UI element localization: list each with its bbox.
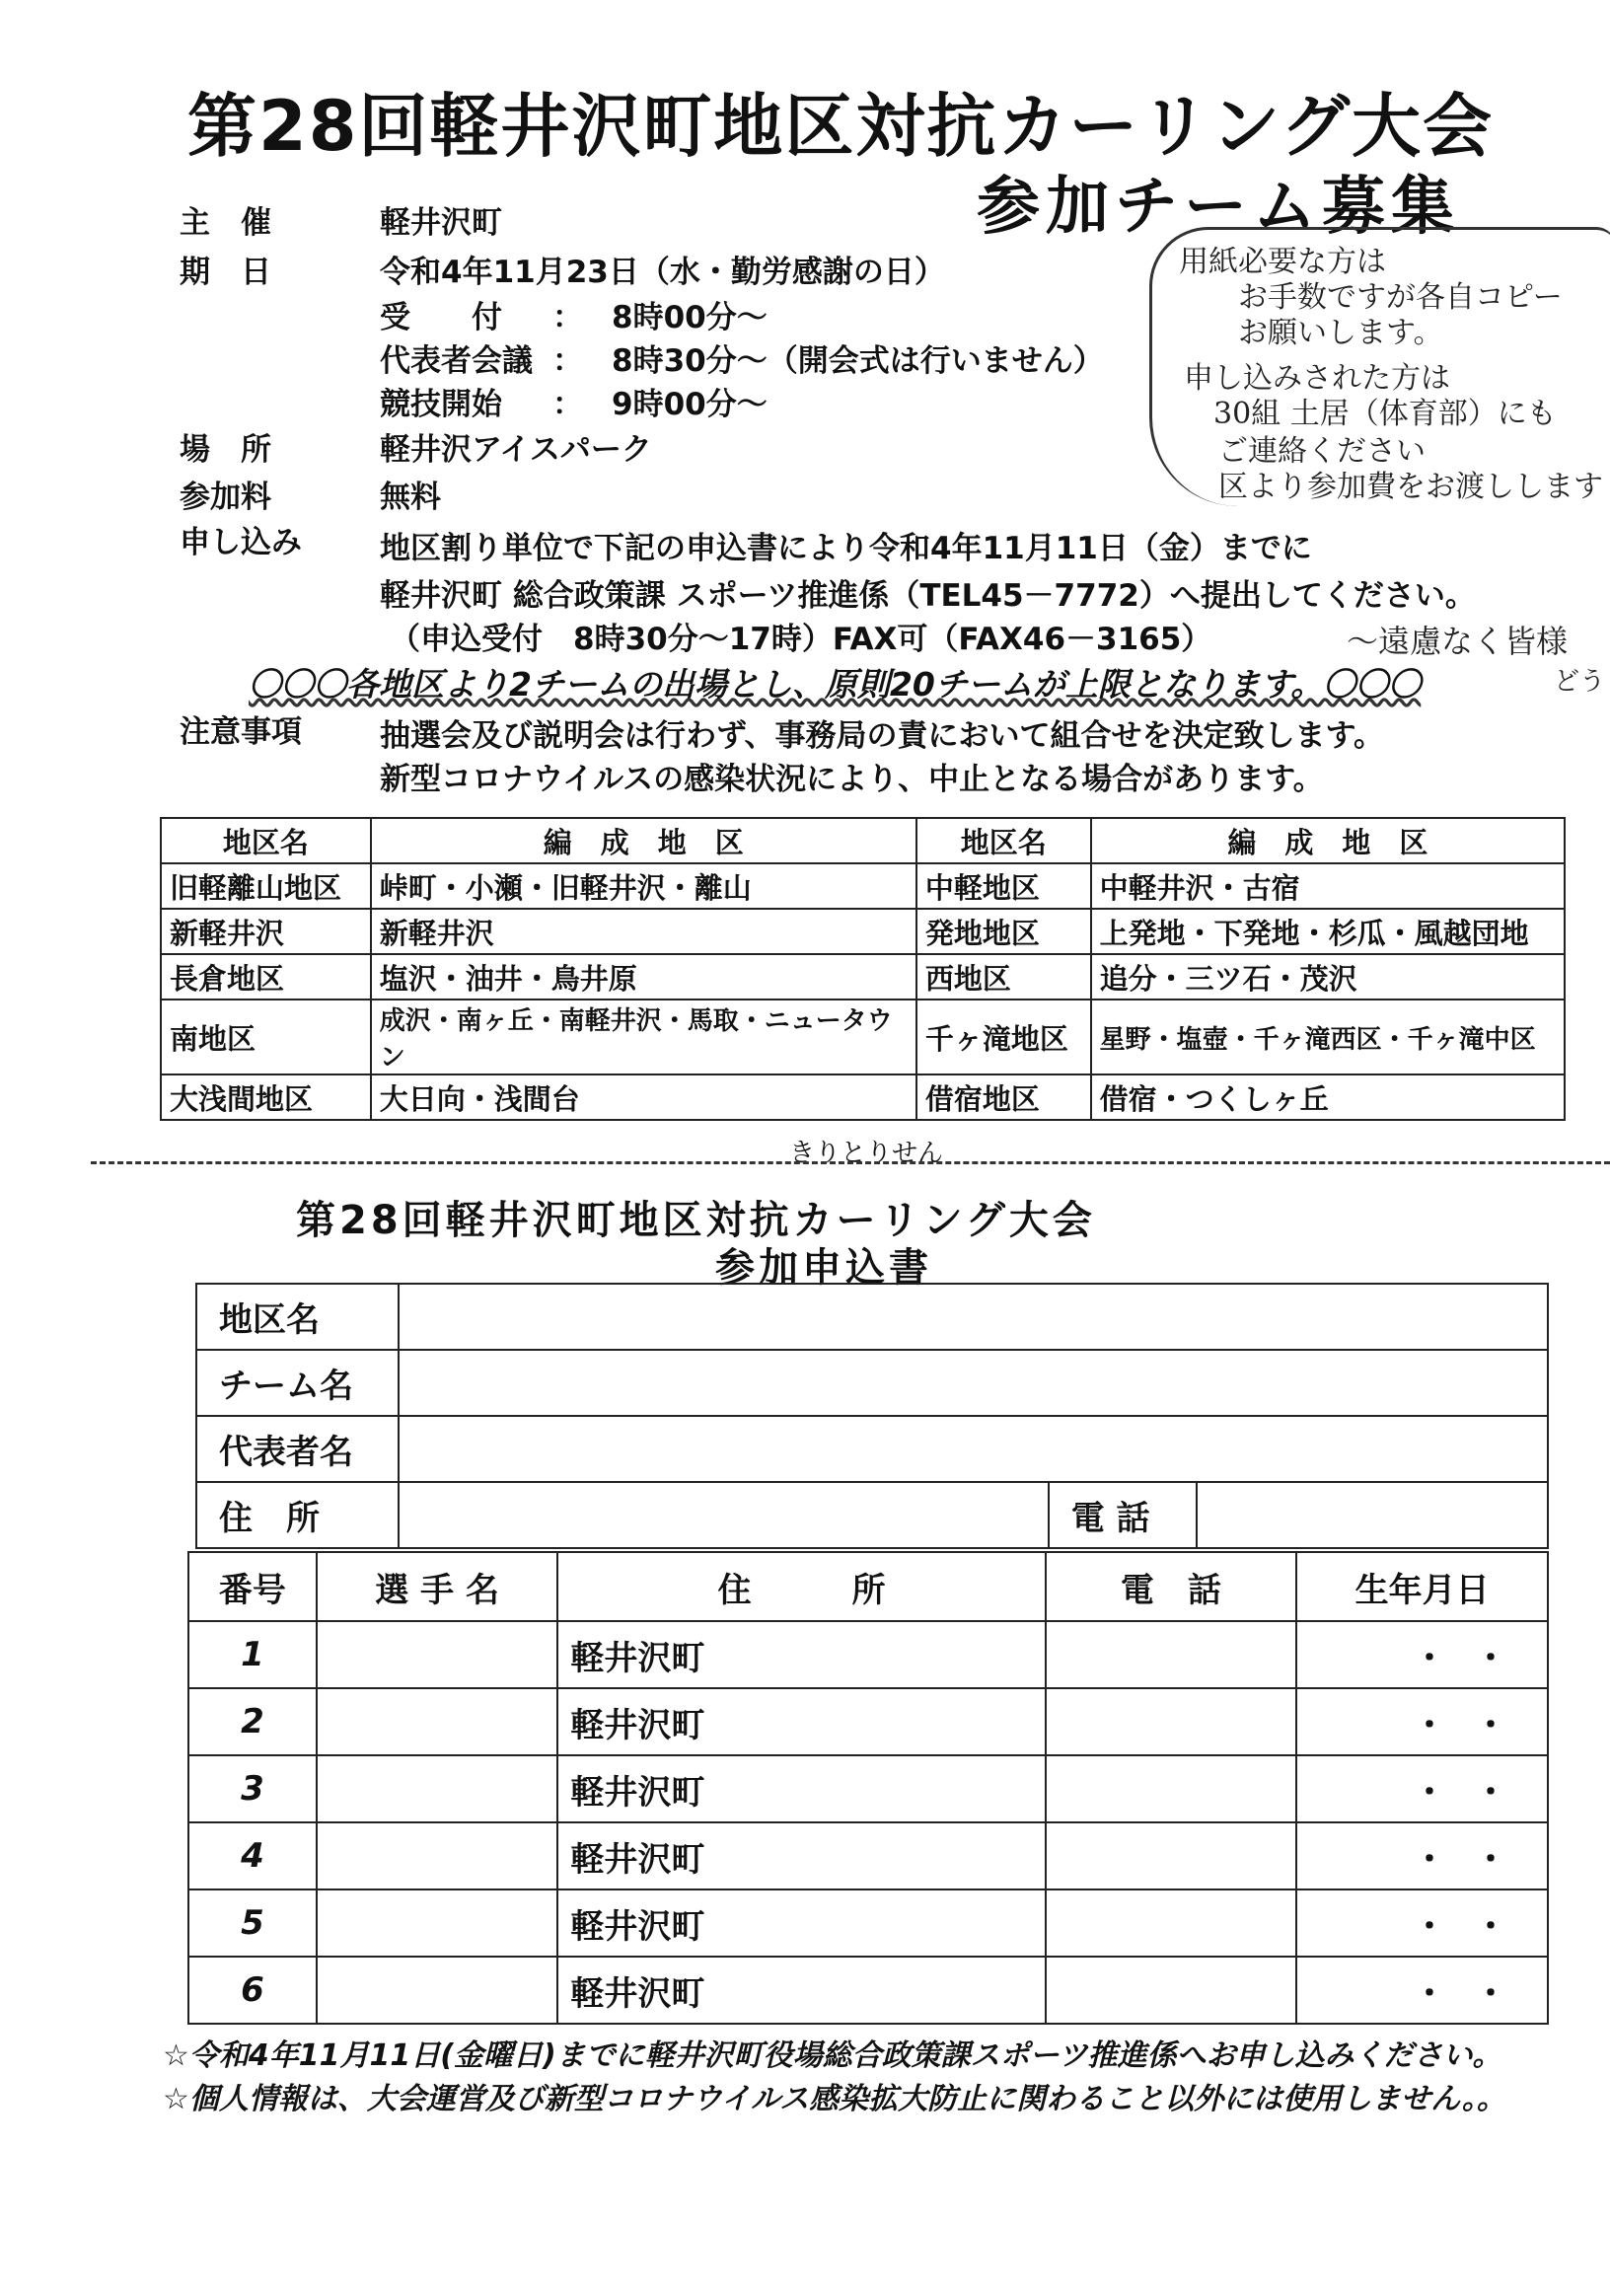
apply-label: 申し込み xyxy=(180,525,302,560)
handwritten-line: 用紙必要な方は xyxy=(1179,245,1386,279)
apply-line-3: （申込受付 8時30分～17時）FAX可（FAX46－3165） xyxy=(390,622,1212,657)
address-field[interactable] xyxy=(399,1482,1049,1548)
table-row xyxy=(188,1755,1548,1822)
district-name-field[interactable] xyxy=(399,1284,1548,1350)
place-label: 場 所 xyxy=(180,432,271,468)
player-number: 3 xyxy=(188,1755,317,1822)
roster-header-row xyxy=(188,1552,1548,1621)
player-address-field[interactable]: 軽井沢町 xyxy=(557,1889,1045,1957)
player-name-field[interactable] xyxy=(317,1957,558,2024)
handwritten-line: 30組 土居（体育部）にも xyxy=(1213,397,1557,431)
player-number: 4 xyxy=(188,1822,317,1889)
district-cell: 成沢・南ヶ丘・南軽井沢・馬取・ニュータウン xyxy=(371,1000,916,1074)
player-name-field[interactable] xyxy=(317,1688,558,1755)
player-number: 1 xyxy=(188,1621,317,1688)
table-row xyxy=(188,1822,1548,1889)
date-label: 期 日 xyxy=(180,255,271,290)
district-cell: 塩沢・油井・鳥井原 xyxy=(371,954,916,1000)
phone-field[interactable] xyxy=(1197,1482,1548,1548)
district-cell: 新軽井沢 xyxy=(161,909,371,954)
district-cell: 中軽地区 xyxy=(916,863,1091,909)
roster-header: 電 話 xyxy=(1046,1552,1297,1621)
district-cell: 星野・塩壺・千ヶ滝西区・千ヶ滝中区 xyxy=(1091,1000,1565,1074)
schedule-time-meeting: 8時30分～（開会式は行いません） xyxy=(612,343,1104,379)
table-row xyxy=(188,1957,1548,2024)
table-row xyxy=(161,1074,1565,1120)
page-title: 第28回軽井沢町地区対抗カーリング大会 xyxy=(187,86,1495,167)
district-header-row xyxy=(161,818,1565,863)
table-row xyxy=(161,863,1565,909)
player-dob-field[interactable]: ・・ xyxy=(1296,1755,1548,1822)
district-cell: 新軽井沢 xyxy=(371,909,916,954)
district-cell: 中軽井沢・古宿 xyxy=(1091,863,1565,909)
player-name-field[interactable] xyxy=(317,1822,558,1889)
page-subtitle: 参加チーム募集 xyxy=(977,171,1460,244)
player-address-field[interactable]: 軽井沢町 xyxy=(557,1822,1045,1889)
form-row-team xyxy=(196,1350,1548,1416)
team-name-label: チーム名 xyxy=(196,1350,399,1416)
district-header: 地区名 xyxy=(161,818,371,863)
fee-value: 無料 xyxy=(380,480,441,515)
district-cell: 追分・三ツ石・茂沢 xyxy=(1091,954,1565,1000)
district-cell: 大日向・浅間台 xyxy=(371,1074,916,1120)
schedule-sep: ： xyxy=(552,387,583,422)
player-address-field[interactable]: 軽井沢町 xyxy=(557,1621,1045,1688)
roster-header: 選 手 名 xyxy=(317,1552,558,1621)
form-subtitle: 参加申込書 xyxy=(715,1245,932,1291)
district-table xyxy=(160,817,1566,1121)
district-cell: 借宿・つくしヶ丘 xyxy=(1091,1074,1565,1120)
player-dob-field[interactable]: ・・ xyxy=(1296,1621,1548,1688)
schedule-time-start: 9時00分～ xyxy=(612,387,768,422)
phone-label: 電 話 xyxy=(1049,1482,1197,1548)
footer-note-deadline: ☆令和4年11月11日(金曜日)までに軽井沢町役場総合政策課スポーツ推進係へお申し込みください。 xyxy=(163,2038,1502,2073)
fee-label: 参加料 xyxy=(180,480,271,515)
application-form xyxy=(195,1283,1549,1549)
player-phone-field[interactable] xyxy=(1046,1688,1297,1755)
player-number: 6 xyxy=(188,1957,317,2024)
roster-header: 生年月日 xyxy=(1296,1552,1548,1621)
player-roster xyxy=(187,1551,1549,2025)
team-name-field[interactable] xyxy=(399,1350,1548,1416)
handwritten-line: 区より参加費をお渡しします xyxy=(1218,470,1603,504)
district-header: 地区名 xyxy=(916,818,1091,863)
player-number: 5 xyxy=(188,1889,317,1957)
address-label: 住 所 xyxy=(196,1482,399,1548)
notes-line-1: 抽選会及び説明会は行わず、事務局の責において組合せを決定致します。 xyxy=(380,718,1385,754)
table-row xyxy=(161,909,1565,954)
schedule-sep: ： xyxy=(552,300,583,335)
capacity-banner: 〇〇〇各地区より2チームの出場とし、原則20チームが上限となります。〇〇〇 xyxy=(249,665,1422,704)
apply-line-1: 地区割り単位で下記の申込書により令和4年11月11日（金）までに xyxy=(380,531,1312,566)
district-cell: 峠町・小瀬・旧軽井沢・離山 xyxy=(371,863,916,909)
district-cell: 上発地・下発地・杉瓜・風越団地 xyxy=(1091,909,1565,954)
player-phone-field[interactable] xyxy=(1046,1889,1297,1957)
cut-line-label: きりとりせん xyxy=(789,1139,944,1168)
handwritten-line: ご連絡ください xyxy=(1218,434,1426,469)
district-header: 編 成 地 区 xyxy=(371,818,916,863)
district-cell: 発地地区 xyxy=(916,909,1091,954)
player-dob-field[interactable]: ・・ xyxy=(1296,1688,1548,1755)
player-address-field[interactable]: 軽井沢町 xyxy=(557,1688,1045,1755)
schedule-time-reception: 8時00分～ xyxy=(612,300,768,335)
schedule-label-reception: 受 付 xyxy=(380,300,502,335)
district-name-label: 地区名 xyxy=(196,1284,399,1350)
notes-label: 注意事項 xyxy=(180,714,302,750)
player-dob-field[interactable]: ・・ xyxy=(1296,1889,1548,1957)
host-value: 軽井沢町 xyxy=(380,205,502,241)
district-header: 編 成 地 区 xyxy=(1091,818,1565,863)
district-cell: 南地区 xyxy=(161,1000,371,1074)
handwritten-line: お願いします。 xyxy=(1238,316,1443,350)
form-title: 第28回軽井沢町地区対抗カーリング大会 xyxy=(296,1198,1096,1243)
player-phone-field[interactable] xyxy=(1046,1957,1297,2024)
representative-field[interactable] xyxy=(399,1416,1548,1482)
form-row-rep xyxy=(196,1416,1548,1482)
player-number: 2 xyxy=(188,1688,317,1755)
form-row-district xyxy=(196,1284,1548,1350)
player-dob-field[interactable]: ・・ xyxy=(1296,1822,1548,1889)
player-address-field[interactable]: 軽井沢町 xyxy=(557,1957,1045,2024)
player-name-field[interactable] xyxy=(317,1755,558,1822)
form-row-address xyxy=(196,1482,1548,1548)
table-row xyxy=(161,954,1565,1000)
host-label: 主 催 xyxy=(180,205,271,241)
player-name-field[interactable] xyxy=(317,1621,558,1688)
date-value: 令和4年11月23日（水・勤労感謝の日） xyxy=(380,255,945,290)
table-row xyxy=(161,1000,1565,1074)
table-row xyxy=(188,1688,1548,1755)
schedule-label-start: 競技開始 xyxy=(380,387,502,422)
table-row xyxy=(188,1621,1548,1688)
district-cell: 旧軽離山地区 xyxy=(161,863,371,909)
table-row xyxy=(188,1889,1548,1957)
roster-header: 住 所 xyxy=(557,1552,1045,1621)
player-dob-field[interactable]: ・・ xyxy=(1296,1957,1548,2024)
apply-line-2: 軽井沢町 総合政策課 スポーツ推進係（TEL45－7772）へ提出してください。 xyxy=(380,578,1476,614)
handwritten-line: 申し込みされた方は xyxy=(1184,361,1450,396)
handwritten-side-note-2: どう xyxy=(1554,667,1606,697)
representative-label: 代表者名 xyxy=(196,1416,399,1482)
player-phone-field[interactable] xyxy=(1046,1755,1297,1822)
handwritten-side-note: 〜遠慮なく皆様 xyxy=(1347,623,1569,660)
district-cell: 長倉地区 xyxy=(161,954,371,1000)
district-cell: 借宿地区 xyxy=(916,1074,1091,1120)
schedule-sep: ： xyxy=(552,343,583,379)
schedule-label-meeting: 代表者会議 xyxy=(380,343,533,379)
player-phone-field[interactable] xyxy=(1046,1621,1297,1688)
district-cell: 西地区 xyxy=(916,954,1091,1000)
player-address-field[interactable]: 軽井沢町 xyxy=(557,1755,1045,1822)
cut-line xyxy=(91,1161,1610,1164)
notes-line-2: 新型コロナウイルスの感染状況により、中止となる場合があります。 xyxy=(380,762,1324,797)
player-name-field[interactable] xyxy=(317,1889,558,1957)
roster-header: 番号 xyxy=(188,1552,317,1621)
player-phone-field[interactable] xyxy=(1046,1822,1297,1889)
district-cell: 千ヶ滝地区 xyxy=(916,1000,1091,1074)
footer-note-privacy: ☆個人情報は、大会運営及び新型コロナウイルス感染拡大防止に関わること以外には使用しません。。 xyxy=(163,2082,1506,2116)
place-value: 軽井沢アイスパーク xyxy=(380,432,652,468)
handwritten-line: お手数ですが各自コピー xyxy=(1238,280,1563,315)
district-cell: 大浅間地区 xyxy=(161,1074,371,1120)
